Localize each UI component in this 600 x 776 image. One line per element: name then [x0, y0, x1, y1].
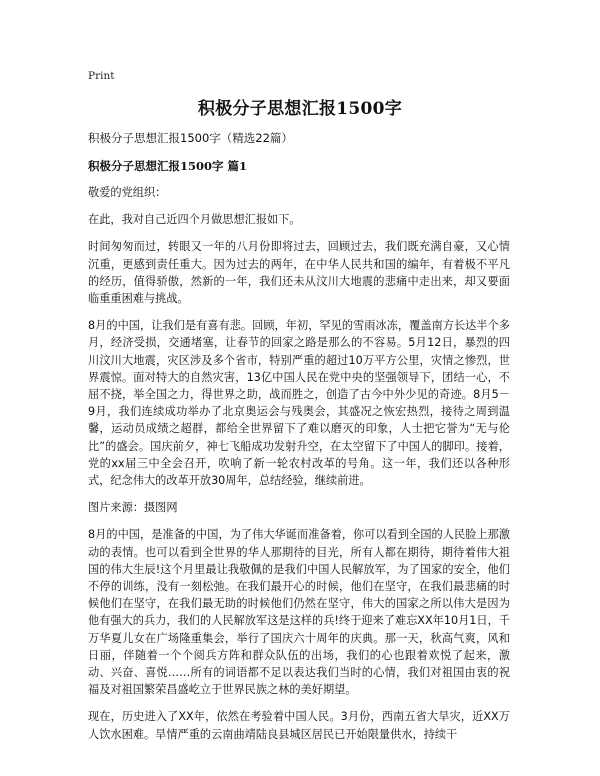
body-paragraph: 在此，我对自己近四个月做思想汇报如下。	[88, 213, 301, 227]
section-heading: 积极分子思想汇报1500字 篇1	[88, 159, 248, 173]
print-link[interactable]: Print	[88, 70, 115, 82]
body-paragraph: 时间匆匆而过，转眼又一年的八月份即将过去，回顾过去，我们既充满自豪，又心情沉重，更感到责任重大。因为过去的两年，在中华人民共和国的编年，有着极不平凡的经历，值得骄傲，然新的一年，我们还未从汶川大地震的悲痛中走出来，却又要面临重重困难与挑战。	[88, 240, 510, 306]
document-subtitle: 积极分子思想汇报1500字（精选22篇）	[88, 131, 293, 145]
document-body	[88, 130, 510, 753]
document-title: 积极分子思想汇报1500字	[197, 99, 403, 119]
body-paragraph: 现在，历史进入了XX年，依然在考验着中国人民。3月份，西南五省大旱灾，近XX万人饮水困难。旱情严重的云南曲靖陆良县城区居民已开始限量供水，持续干	[88, 710, 510, 741]
image-source-caption: 图片来源：摄图网	[88, 501, 178, 515]
body-paragraph: 8月的中国，是准备的中国，为了伟大华诞而准备着，你可以看到全国的人民脸上那激动的表情。也可以看到全世界的华人那期待的目光，所有人都在期待，期待着伟大祖国的伟大生辰!这个月里最让我敬佩的是我们中国人民解放军，为了国家的安全，他们不停的训练，没有一刻松弛。在我们最开心的时候，他们在坚守，在我们最悲痛的时候他们在坚守，在我们最无助的时候他们仍然在坚守，伟大的国家之所以伟大是因为他有强大的兵力，我们的人民解放军这是这样的兵!终于迎来了难忘XX年10月1日，千万华夏儿女在广场隆重集会，举行了国庆六十周年的庆典。那一天，秋高气爽，风和日丽，伴随着一个个阅兵方阵和群众队伍的出场，我们的心也跟着欢悦了起来，激动、兴奋、喜悦……所有的词语都不足以表达我们当时的心情，我们对祖国由衷的祝福及对祖国繁荣昌盛屹立于世界民族之林的美好期望。	[88, 528, 510, 697]
body-paragraph: 8月的中国，让我们是有喜有悲。回顾，年初，罕见的雪雨冰冻，覆盖南方长达半个多月，经济受损，交通堵塞，让春节的回家之路是那么的不容易。5月12日，暴烈的四川汶川大地震，灾区涉及多个省市，特别严重的超过10万平方公里，灾情之惨烈，世界震惊。面对特大的自然灾害，13亿中国人民在党中央的坚强领导下，团结一心，不屈不挠，举全国之力，得世界之助，战而胜之，创造了古今中外少见的奇迹。8月5－9月，我们连续成功举办了北京奥运会与残奥会，其盛况之恢宏热烈，接待之周到温馨，运动员成绩之超群，都给全世界留下了难以磨灭的印象，人士把它誉为“无与伦比”的盛会。国庆前夕，神七飞船成功发射升空，在太空留下了中国人的脚印。接着，党的xx届三中全会召开，吹响了新一轮农村改革的号角。这一年，我们还以各种形式，纪念伟大的改革开放30周年，总结经验，继续前进。	[88, 319, 510, 488]
salutation: 敬爱的党组织：	[88, 186, 167, 199]
